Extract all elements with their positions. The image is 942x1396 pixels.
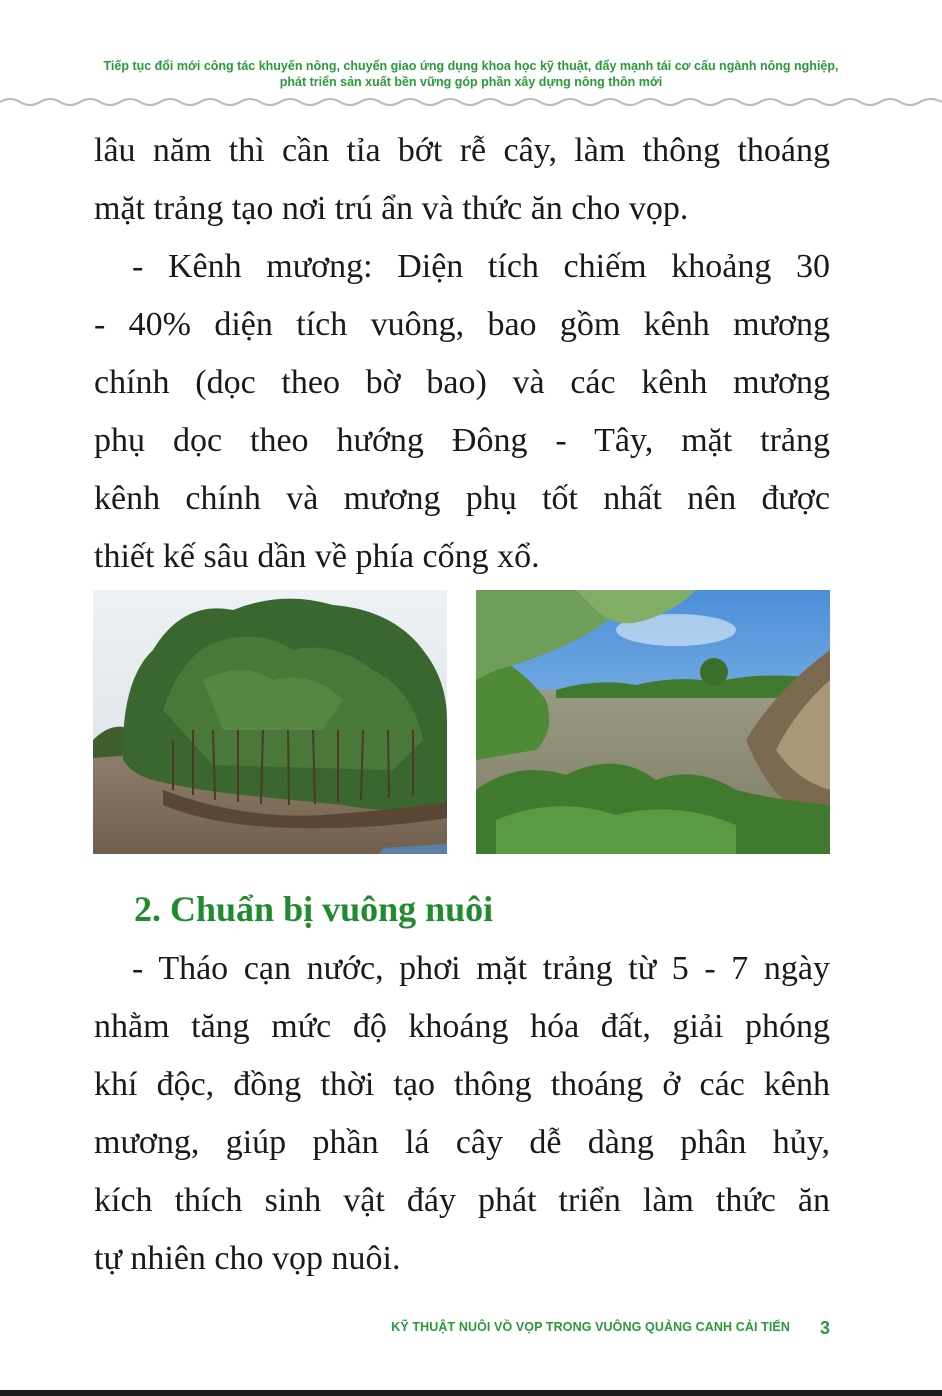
paragraph-3 bbox=[94, 940, 830, 1288]
text-line: tự nhiên cho vọp nuôi. bbox=[94, 1240, 401, 1277]
text-line: nhằm tăng mức độ khoáng hóa đất, giải phóng bbox=[94, 1008, 830, 1045]
header-wave-divider bbox=[0, 92, 942, 112]
text-line: kênh chính và mương phụ tốt nhất nên được bbox=[94, 480, 830, 517]
text-line: phụ dọc theo hướng Đông - Tây, mặt trảng bbox=[94, 422, 830, 459]
book-title: KỸ THUẬT NUÔI VỒ VỌP TRONG VUÔNG QUẢNG CANH CẢI TIẾN bbox=[391, 1320, 790, 1334]
page-number: 3 bbox=[820, 1318, 831, 1338]
mangrove-photo bbox=[93, 590, 447, 854]
section-title: 2. Chuẩn bị vuông nuôi bbox=[134, 889, 494, 929]
paragraph-1 bbox=[94, 122, 830, 238]
header-line-2: phát triển sản xuất bền vững góp phần xây dựng nông thôn mới bbox=[279, 75, 663, 89]
running-header bbox=[0, 58, 942, 90]
text-line: khí độc, đồng thời tạo thông thoáng ở các kênh bbox=[94, 1066, 830, 1103]
text-line: chính (dọc theo bờ bao) và các kênh mương bbox=[94, 364, 830, 401]
text-line: kích thích sinh vật đáy phát triển làm thức ăn bbox=[94, 1182, 830, 1219]
text-line: - Kênh mương: Diện tích chiếm khoảng 30 bbox=[132, 248, 830, 285]
bottom-rule bbox=[0, 1390, 942, 1396]
canal-photo bbox=[476, 590, 830, 854]
text-line: lâu năm thì cần tỉa bớt rễ cây, làm thông thoáng bbox=[94, 132, 830, 169]
paragraph-2 bbox=[94, 238, 830, 586]
text-line: thiết kế sâu dần về phía cống xổ. bbox=[94, 538, 540, 575]
text-line: mương, giúp phần lá cây dễ dàng phân hủy, bbox=[94, 1124, 830, 1161]
text-line: - Tháo cạn nước, phơi mặt trảng từ 5 - 7 ngày bbox=[132, 950, 830, 987]
text-line: - 40% diện tích vuông, bao gồm kênh mương bbox=[94, 306, 830, 343]
running-footer bbox=[0, 1318, 942, 1342]
text-line: mặt trảng tạo nơi trú ẩn và thức ăn cho vọp. bbox=[94, 190, 689, 227]
header-line-1: Tiếp tục đổi mới công tác khuyến nông, chuyển giao ứng dụng khoa học kỹ thuật, đẩy mạnh tái cơ cấu ngành nông nghiệp, bbox=[103, 59, 839, 73]
